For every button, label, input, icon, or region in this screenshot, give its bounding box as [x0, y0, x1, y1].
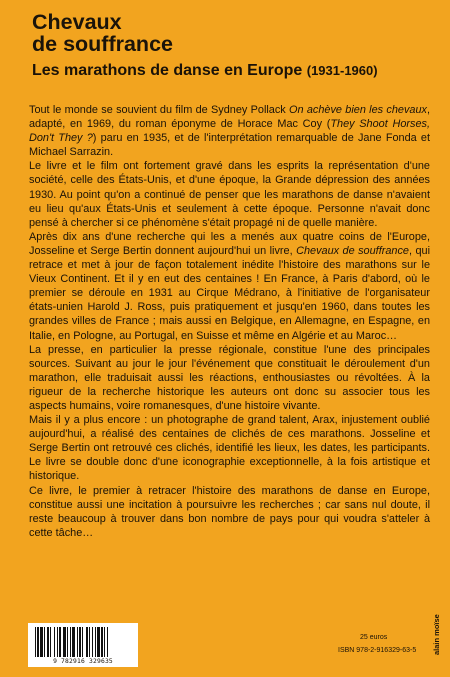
barcode-bar	[40, 627, 43, 657]
barcode-digits: 9 782916 329635	[53, 658, 113, 665]
subtitle-main: Les marathons de danse en Europe	[32, 62, 303, 79]
title-line-2: de souffrance	[32, 32, 173, 56]
barcode-bar	[97, 627, 100, 657]
paragraph-4: La presse, en particulier la presse régionale, constitue l'une des principales sources. Suivant au jour le jour l'événement que constituait le déroulement d'un marathon, elle traduisait aussi les réactions, enthousiastes ou révoltées. À la rigueur de la recherche historique les auteurs ont donc su associer tous les aspects humains, voire romanesques, d'une histoire vivante.	[29, 343, 430, 412]
paragraph-1	[29, 103, 430, 159]
p1-text-c: , adapté, en 1969, du roman éponyme de Horace Mac Coy (	[29, 104, 431, 131]
paragraph-3	[29, 230, 430, 343]
book-title	[32, 11, 173, 55]
p1-text-e: ) paru en 1935, et de l'interprétation remarquable de Jane Fonda et Michael Sarrazin.	[29, 132, 430, 159]
barcode-bar	[95, 627, 96, 657]
barcode-bar	[47, 627, 49, 657]
barcode-bar	[70, 627, 71, 657]
barcode-bar	[57, 627, 58, 657]
barcode-bar	[104, 627, 105, 657]
p1-text-a: Tout le monde se souvient du film de Sydney Pollack	[29, 104, 290, 116]
barcode-bars	[33, 627, 133, 657]
barcode-bar	[67, 627, 68, 657]
book-subtitle	[32, 61, 378, 81]
barcode-bar	[63, 627, 66, 657]
film-title: On achève bien les chevaux	[289, 104, 427, 116]
subtitle-years: (1931-1960)	[306, 63, 378, 78]
barcode-bar	[107, 627, 108, 657]
book-title-inline: Chevaux de souffrance	[296, 244, 409, 257]
barcode-bar	[72, 627, 75, 657]
barcode-bar	[35, 627, 36, 657]
barcode-bar	[44, 627, 45, 657]
barcode-bar	[86, 627, 88, 657]
p3-text-c: , qui retrace et met à jour de façon totalement inédite l'histoire des marathons sur le Vieux Continent. Et il y en eut des centaines ! En France, à Paris d'abord, où le premier se déroule en 1931 au Cirque Médrano, à l'initiative de l'organisateur états-unien Harold J. Ross, puis pratiquement et jusqu'en 1960, dans toutes les grandes villes de France ; mais aussi en Belgique, en Allemagne, en Espagne, en Italie, en Pologne, au Portugal, en Suisse et même en Algérie et au Maroc…	[29, 244, 430, 342]
barcode-bar	[82, 627, 83, 657]
barcode-bar	[37, 627, 39, 657]
paragraph-6: Ce livre, le premier à retracer l'histoire des marathons de danse en Europe, constitue aussi une incitation à poursuivre les recherches ; car sans nul doute, il reste beaucoup à trouver dans bon nombre de pays pour qui voudra s'atteler à cette tâche…	[29, 484, 430, 539]
barcode-bar	[54, 627, 55, 657]
barcode-bar	[59, 627, 61, 657]
isbn-label: ISBN 978-2-916329-63-5	[338, 647, 417, 654]
p3-text-a: Après dix ans d'une recherche qui les a menés aux quatre coins de l'Europe, Josseline et Serge Bertin donnent aujourd'hui un livre,	[29, 230, 430, 257]
publisher-logo: alain moïse	[432, 614, 441, 655]
barcode-bar	[92, 627, 93, 657]
paragraph-2: Le livre et le film ont fortement gravé dans les esprits la représentation d'une société, celle des États-Unis, et d'une époque, la Grande dépression des années 1930. Au point qu'on a continué de penser que les marathons de danse n'avaient eu lieu qu'aux États-Unis et seulement à cette époque. Personne n'avait donc pensé à chercher si ce phénomène s'était propagé ni de quelle manière.	[29, 160, 430, 229]
paragraph-5: Mais il y a plus encore : un photographe de grand talent, Arax, injustement oublié aujourd'hui, a réalisé des centaines de clichés de ces marathons. Josseline et Serge Bertin ont retrouvé ces clichés, identifié les lieux, les dates, les participants. Le livre se double donc d'une iconographie exceptionnelle, à la fois artistique et historique.	[29, 414, 430, 483]
barcode-bar	[79, 627, 81, 657]
blurb-text	[29, 103, 430, 540]
price-label: 25 euros	[360, 634, 388, 641]
novel-title: They Shoot Horses, Don't They ?	[29, 118, 430, 145]
barcode-bar	[101, 627, 103, 657]
barcode	[28, 623, 138, 667]
barcode-bar	[50, 627, 51, 657]
barcode-bar	[89, 627, 90, 657]
barcode-bar	[77, 627, 78, 657]
title-line-1: Chevaux	[32, 10, 122, 34]
